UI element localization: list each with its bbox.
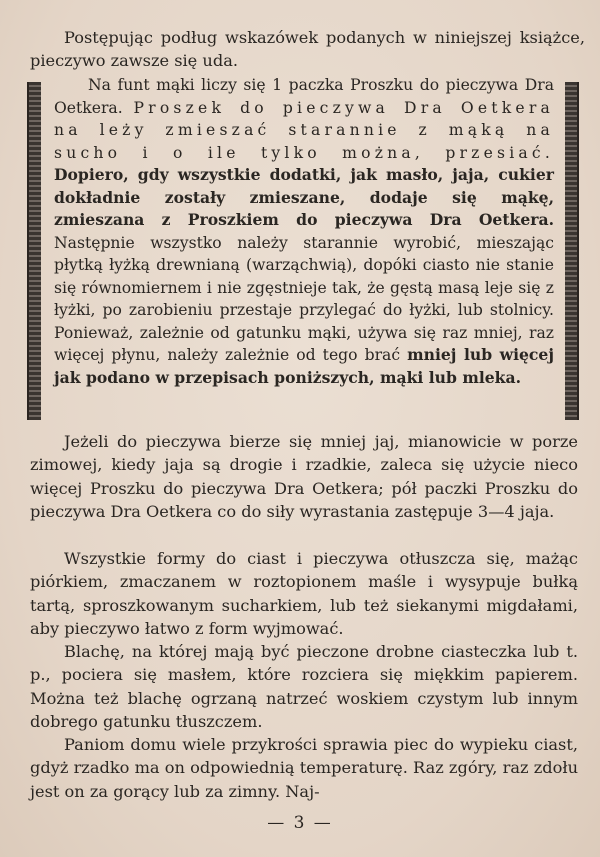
boxed-instructions	[54, 74, 554, 389]
boxed-text-bold-mixing: Dopiero, gdy wszystkie dodatki, jak masło, jaja, cukier dokładnie zostały zmieszane, dodaje się mąkę, zmieszana z Proszkiem do pieczywa Dra Oetkera.	[54, 165, 554, 229]
paragraph-eggs: Jeżeli do pieczywa bierze się mniej jaj, mianowicie w porze zimowej, kiedy jaja są drogie i rzadkie, zaleca się użycie nieco więcej Proszku do pieczywa Dra Oetkera; pół paczki Proszku do pieczywa Dra Oetkera co do siły wyrastania zastępuje 3—4 jaja.	[30, 432, 578, 522]
boxed-text-spaced: Proszek do pieczywa Dra Oetkera na leży zmieszać starannie z mąką na sucho i o ile tylko można, przesiać.	[54, 98, 554, 162]
decorative-border-left	[27, 82, 41, 420]
paragraph-forms: Wszystkie formy do ciast i pieczywa otłuszcza się, mażąc piórkiem, zmaczanem w roztopionem maśle i wysypuje bułką tartą, sproszkowanym sucharkiem, lub też siekanymi migdałami, aby pieczywo łatwo z form wyjmować.	[30, 549, 578, 639]
intro-paragraph: Postępując podług wskazówek podanych w niniejszej książce, pieczywo zawsze się uda.	[30, 28, 585, 71]
boxed-text-kneading: Następnie wszystko należy starannie wyrobić, mieszając płytką łyżką drewnianą (warząchwią), dopóki ciasto nie stanie się równomiernem i nie zgęstnieje tak, że gęstą masą leje się z łyżki, po zarobieniu przestaje przylegać do łyżki, lub stolnicy. Ponieważ, zależnie od gatunku mąki, używa się raz mniej, raz więcej płynu, należy zależnie od tego brać	[54, 233, 554, 364]
paragraph-baking-sheet: Blachę, na której mają być pieczone drobne ciasteczka lub t. p., pociera się masłem, które rozciera się miękkim papierem. Można też blachę ogrzaną natrzeć woskiem czystym lub innym dobrego gatunku tłuszczem.	[30, 642, 578, 732]
paragraph-oven: Paniom domu wiele przykrości sprawia piec do wypieku ciast, gdyż rzadko ma on odpowiednią temperaturę. Raz zgóry, raz zdołu jest on za gorący lub za zimny. Naj-	[30, 735, 578, 801]
boxed-text-bold-amounts: mniej lub więcej jak podano w przepisach poniższych, mąki lub mleka.	[54, 345, 554, 387]
page-number: — 3 —	[267, 813, 333, 833]
boxed-text-measure: Na funt mąki liczy się 1 paczka Proszku do pieczywa Dra Oetkera.	[54, 76, 554, 117]
decorative-border-right	[565, 82, 579, 420]
